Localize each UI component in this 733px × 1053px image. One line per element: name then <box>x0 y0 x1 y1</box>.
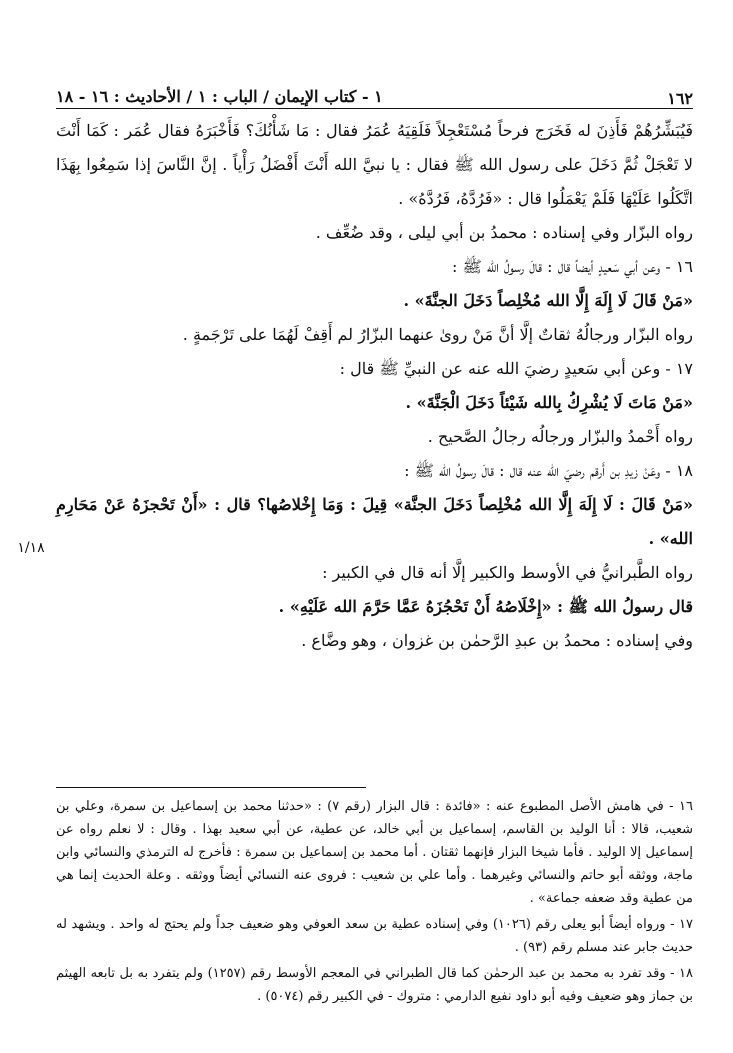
hadith-text: قال رسولُ الله ﷺ : «إِخْلَاصُهُ أَنْ تَحْجُزَهُ عَمَّا حَرَّمَ الله عَلَيْهِ» . <box>278 597 693 616</box>
footnote: ١٦ - في هامش الأصل المطبوع عنه : «فائدة : قال البزار (رقم ٧) : «حدثنا محمد بن إسماعيل بن سمرة، وعلي بن شعيب، قالا : أنا الوليد بن القاسم، إسماعيل بن أبي خالد، عن عطية، عن أبي سعيد بهذا . وقال : لا نعلم رواه عن إسماعيل إلا الوليد . فأما شيخا البزار فإنهما ثقتان . أما محمد بن إسماعيل بن سمرة : فأخرج له الترمذي والنسائي وابن ماجة، ووثقه أبو حاتم والنسائي وغيرهما . وأما علي بن شعيب : فروى عنه النسائي أيضاً ووثقه . وعلة الحديث إنما هي من عطية وقد ضعفه جماعة» . <box>56 799 693 906</box>
hadith-intro: ١٧ - وعن أبي سَعيدٍ رضيَ الله عنه عن النبيِّ ﷺ قال : <box>339 359 693 378</box>
hadith-intro: ١٦ - وعن أبي سَعيدٍ أيضاً قال : قالَ رسولُ الله ﷺ : <box>452 257 693 276</box>
footnote: ١٨ - وقد تفرد به محمد بن عبد الرحمٰن كما قال الطبراني في المعجم الأوسط رقم (١٢٥٧) ولم يتفرد به بل تابعه الهيثم بن جماز وهو ضعيف وفيه أبو داود نفيع الدارمي : متروك - في الكبير رقم (٥٠٧٤) . <box>56 966 693 1004</box>
hadith-text: «مَنْ قَالَ : لَا إِلَهَ إِلَّا الله مُخْلِصاً دَخَلَ الجنَّة» قِيلَ : وَمَا إِخْلاصُها؟ قال : «أَنْ تَحْجزَهُ عَنْ مَحَارِمِ الله» . <box>56 495 693 548</box>
footnote-divider <box>56 787 366 788</box>
paragraph: رواه الطَّبرانيُّ في الأوسط والكبير إلَّا أنه قال في الكبير : <box>322 563 693 582</box>
page-number: ١٦٢ <box>667 89 693 108</box>
footnote: ١٧ - ورواه أيضاً أبو يعلى رقم (١٠٢٦) وفي إسناده عطية بن سعد العوفي وهو ضعيف جداً ولم يحتج له واحد . ويشهد له حديث جابر عند مسلم رقم (٩٣) . <box>56 917 693 955</box>
chapter-title: ١ - كتاب الإيمان / الباب : ١ / الأحاديث : ١٦ - ١٨ <box>56 87 383 106</box>
footnotes <box>56 795 693 1011</box>
hadith-text: «مَنْ مَاتَ لَا يُشْرِكُ بِالله شَيْئاً دَخَلَ الْجَنَّةَ» . <box>405 393 693 412</box>
running-header <box>56 80 693 109</box>
hadith-text: «مَنْ قَالَ لَا إِلَهَ إِلَّا الله مُخْلِصاً دَخَلَ الجنَّةَ» . <box>403 291 693 310</box>
paragraph: رواه أَحْمدُ والبزّار ورجالُه رجالُ الصَّحيح . <box>427 427 693 446</box>
hadith-intro: ١٨ - وعَنْ زيدِ بن أَرقم رضيَ الله عنه قال : قالَ رسولُ الله ﷺ : <box>404 461 693 480</box>
paragraph: رواه البزّار وفي إسناده : محمدُ بن أبي ليلى ، وقد ضُعِّف . <box>315 223 693 242</box>
paragraph: رواه البزّار ورجالُهُ ثقاتٌ إلَّا أنَّ مَنْ روىٰ عنهما البزّارُ لم أَقِفْ لَهُمَا على تَرْجَمةٍ . <box>182 325 693 344</box>
paragraph: فَيُبَشِّرُهُمْ فَأَذِنَ له فَخَرَج فرحاً مُسْتَعْجِلاً فَلَقِيَهُ عُمَرُ فقال : مَا شَأْنُكَ؟ فَأَخْبَرَهُ فقال عُمَر : كَمَا أَنْتَ لا تَعْجَلْ ثُمَّ دَخَلَ على رسول الله ﷺ فقال : يا نبيَّ الله أَنْتَ أَفْضَلُ رَأْياً . إنَّ النَّاسَ إذا سَمِعُوا بِهَذَا اتَّكَلُوا عَلَيْهَا فَلَمْ يَعْمَلُوا قال : «فَرُدَّهُ، فَرُدَّهُ» . <box>56 121 693 208</box>
main-text <box>56 114 693 658</box>
margin-reference: ١/١٨ <box>17 540 45 556</box>
paragraph: وفي إسناده : محمدُ بن عبدِ الرَّحمٰن بن غزوان ، وهو وضَّاع . <box>301 631 693 650</box>
